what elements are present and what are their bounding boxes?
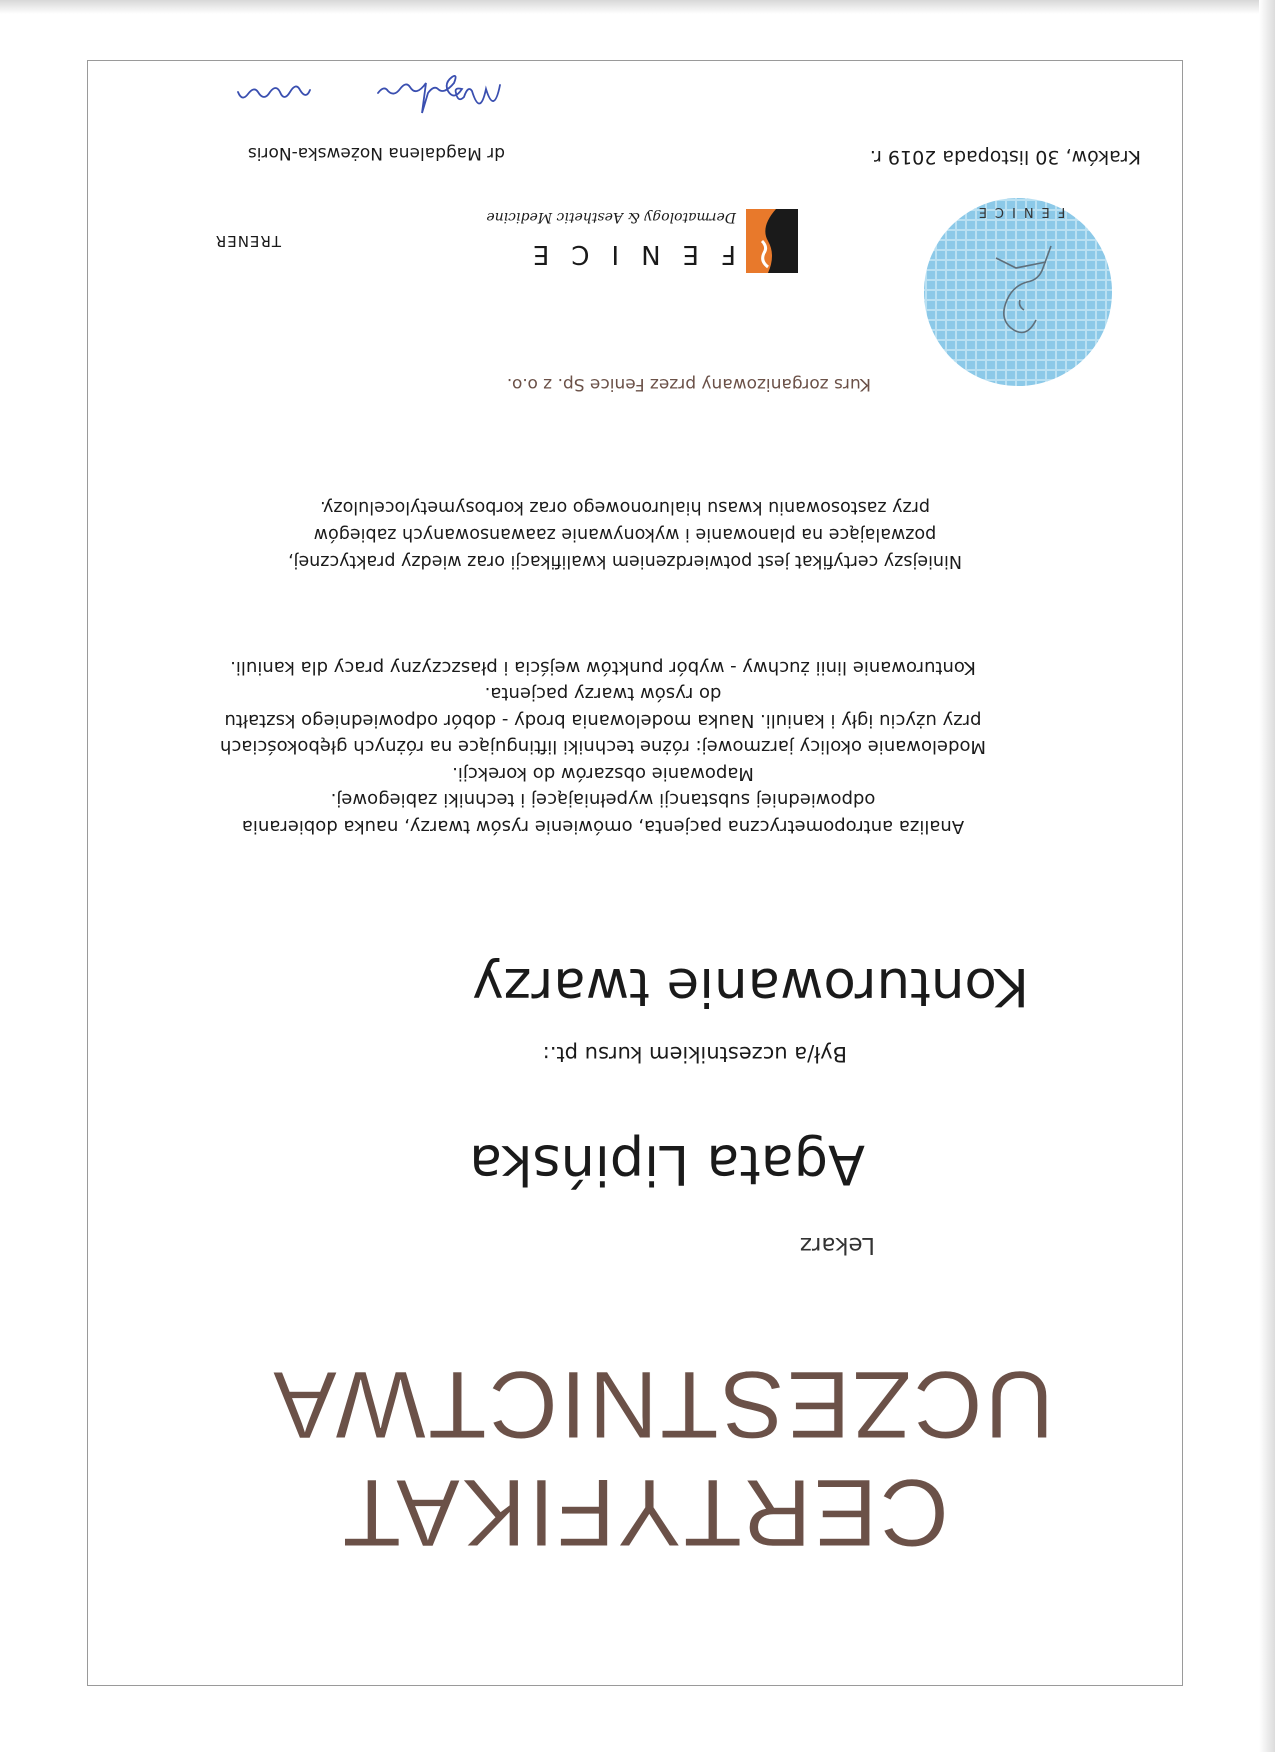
participant-name: Agata Lipińska: [469, 1133, 865, 1196]
confirmation-line: pozwalające na planowanie i wykonywanie zaawansowanych zabiegów: [313, 524, 937, 544]
participant-role: Lekarz: [799, 1232, 875, 1258]
logo-wordmark: FENICE: [510, 239, 736, 269]
confirmation-line: przy zastosowaniu kwasu hialuronowego oraz korbosymetylocelulozy.: [320, 497, 931, 517]
participation-text: Był/a uczestnikiem kursu pt.:: [542, 1042, 847, 1066]
confirmation-line: Niniejszy certyfikat jest potwierdzeniem kwalifikacji oraz wiedzy praktycznej,: [288, 551, 962, 571]
description-line: odpowiedniej substancji wypełniającej i techniki zabiegowej.: [330, 789, 876, 811]
description-line: Modelowanie okolicy jarzmowej: różne techniki liftingujące na różnych głębokościach: [220, 736, 986, 758]
stamp-label: FENICE: [970, 204, 1066, 219]
fenice-stamp: [920, 194, 1116, 390]
description-line: do rysów twarzy pacjenta.: [484, 683, 722, 705]
logo-subtitle: Dermatology & Aesthetic Medicine: [486, 209, 736, 225]
phoenix-logo-icon: [746, 209, 798, 273]
place-date: Kraków, 30 listopada 2019 r.: [869, 146, 1141, 168]
fenice-logo: [468, 193, 798, 273]
title-line-1: CERTYFIKAT: [340, 1459, 949, 1566]
course-title: Konturowanie twarzy: [472, 956, 1029, 1017]
handwritten-signature: [190, 60, 510, 130]
description-line: Analiza antropometryczna pacjenta, omówienie rysów twarzy, nauka dobierania: [241, 816, 965, 837]
stamp-icon: [920, 194, 1116, 390]
organizer-text: Kurs zorganizowany przez Fenice Sp. z o.o.: [506, 374, 871, 394]
trainer-name: dr Magdalena Nożewska-Noris: [247, 143, 505, 163]
description-line: Mapowanie obszarów do korekcji.: [452, 763, 754, 784]
title-line-2: UCZESTNICTWA: [270, 1351, 1054, 1458]
certificate-confirmation: [275, 493, 975, 574]
description-line: Konturowanie linii żuchwy - wybór punktów wejścia i płaszczyzny pracy dla kaniuli.: [230, 657, 976, 678]
certificate-title: [95, 1350, 1075, 1566]
course-description: [163, 654, 1043, 840]
signature-icon: [190, 60, 510, 130]
trainer-label: TRENER: [214, 232, 281, 250]
description-line: przy użyciu igły i kaniuli. Nauka modelowania brody - dobór odpowiedniego kształtu: [224, 710, 982, 731]
